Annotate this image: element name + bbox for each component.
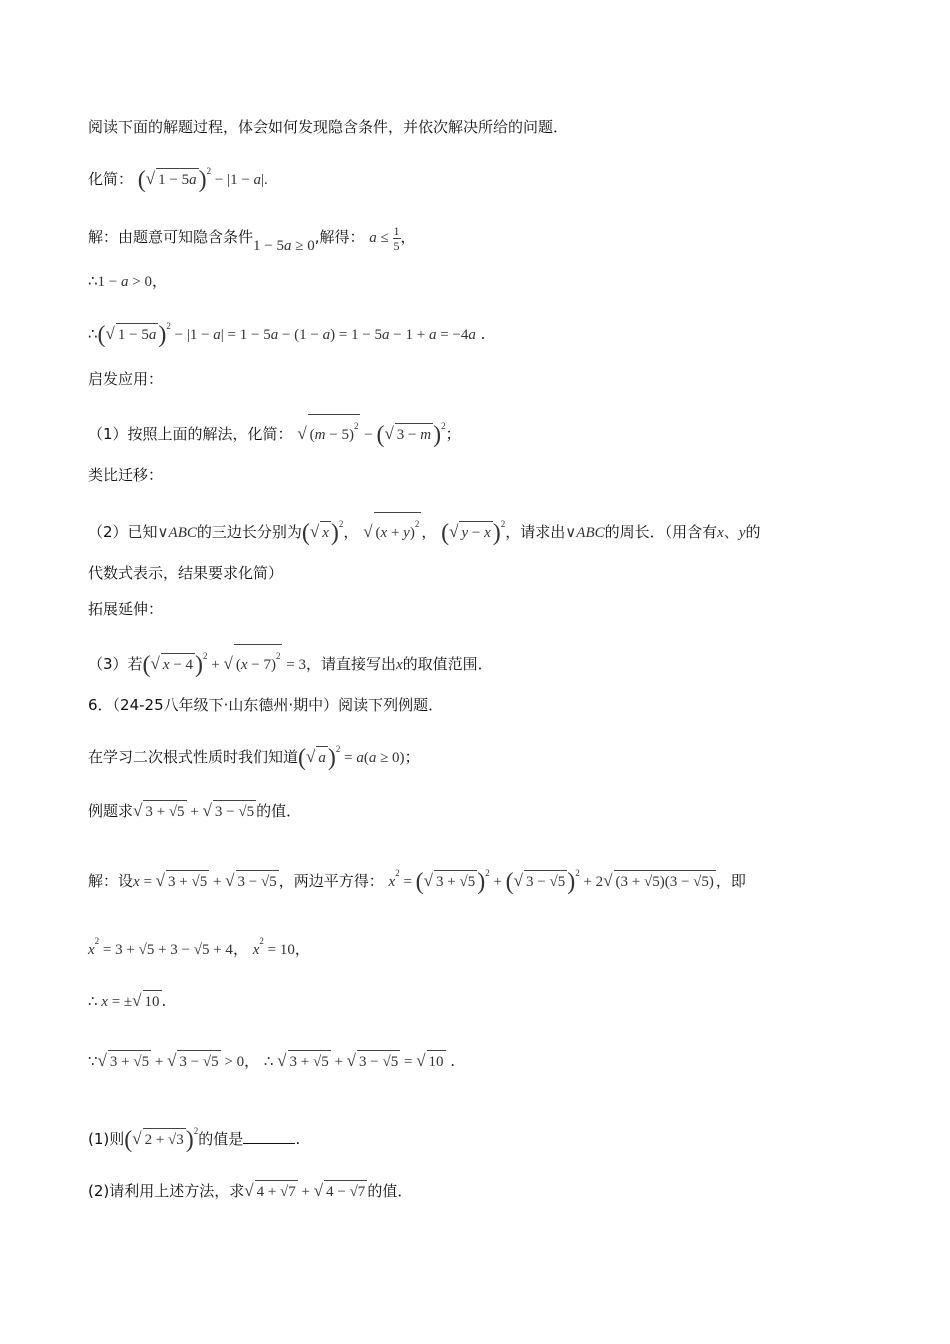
solution-prefix: 解：由题意可知隐含条件 [88, 227, 254, 246]
expr-q1: √ $(m - 5)^2$ − (√ 3 − m)$^2$ [297, 427, 445, 443]
expr-simplify: (√ 1 − 5a)$^2$ − |1 − a|. [137, 166, 268, 193]
q3-suffix: ，请直接写出 [305, 655, 396, 673]
expr-conclusion: ∴ √ 3 + √5 + √ 3 − √5 = √ 10 [264, 1054, 446, 1070]
p1-suffix: 的值是 [198, 1130, 244, 1148]
problem-source: （24-25八年级下·山东德州·期中）阅读下列例题． [112, 696, 444, 714]
expr-positive: ∵√ 3 + √5 + √ 3 − √5 > 0 [88, 1054, 244, 1070]
therefore-symbol: ∴ [88, 325, 98, 343]
conclusion-line: ∵√ 3 + √5 + √ 3 − √5 > 0， ∴ √ 3 + √5 + √ 3 − √5 = √ 10 . [88, 1050, 455, 1073]
expr-side-3: (√ y − x)$^2$ [441, 519, 506, 546]
expr-x: x [395, 657, 403, 673]
expr-x-squared-expand: $x^2 = 3 + √5 + 3 - √5 + 4$ [88, 936, 233, 958]
x-squared-line: $x^2 = 3 + √5 + 3 - √5 + 4$， $x^2 = 10$， [88, 936, 310, 958]
expr-example: √ 3 + √5 + √ 3 − √5 [133, 804, 256, 820]
question-3 [88, 644, 493, 676]
extend-heading: 拓展延伸： [88, 600, 164, 618]
expr-vars: x、y [717, 525, 746, 541]
q2-mid1: 的三边长分别为 [196, 523, 302, 541]
expr-condition: 1 − 5a ≥ 0 [253, 237, 315, 254]
therefore-symbol: ∴ [88, 272, 98, 290]
expr-side-2: √ $(x + y)^2$ [363, 525, 421, 541]
solution-line: 解：由题意可知隐含条件1 − 5a ≥ 0,解得： a ≤ $\frac{1}{5}$ ， [88, 224, 416, 254]
simplify-line [88, 160, 268, 191]
expr-x-value: ∴ x = ±√ 10 [88, 994, 162, 1010]
expr-x-squared-value: $x^2 = 10$ [252, 936, 295, 958]
sol-mid: ，两边平方得： [278, 872, 384, 890]
question-2: （2）已知∨ABC的三边长分别为(√ x)$^2$， √ $(x + y)^2$ ， (√ y − x)$^2$，请求出∨ABC的周长．（用含有x、y的 [88, 512, 761, 544]
analogy-heading: 类比迁移： [88, 466, 164, 484]
expr-x-def: x = √ 3 + √5 + √ 3 − √5 [133, 874, 279, 890]
apply-heading: 启发应用： [88, 370, 164, 388]
question-1: （1）按照上面的解法，化简： √ $(m - 5)^2$ − (√ 3 − m)$^2$； [88, 414, 461, 446]
expr-p2: √ 4 + √7 + √ 4 − √7 [244, 1184, 367, 1200]
therefore-line-1: ∴1 − a > 0， [88, 272, 167, 290]
expr-result: (√ 1 − 5a)$^2$ − |1 − a| = 1 − 5a − (1 − a) = 1 − 5a − 1 + a = −4a [97, 321, 476, 348]
problem-number: 6． [88, 696, 113, 714]
learn-line: 在学习二次根式性质时我们知道(√ a)$^2$ = a(a ≥ 0)； [88, 744, 420, 771]
q2-mid2: ，请求出 [505, 523, 566, 541]
example-line [88, 800, 301, 823]
sol-prefix: 解：设 [88, 872, 134, 890]
q3-end: 的取值范围． [402, 655, 493, 673]
expr-triangle: ∨ABC [565, 525, 605, 541]
expr-property: (√ a)$^2$ = a(a ≥ 0) [298, 744, 405, 771]
q2-prefix: （2）已知 [88, 523, 158, 541]
expr-a-range: a ≤ $\frac{1}{5}$ [369, 224, 400, 253]
q3-prefix: （3）若 [88, 655, 143, 673]
answer-blank[interactable] [243, 1129, 295, 1144]
therefore-line-2: ∴(√ 1 − 5a)$^2$ − |1 − a| = 1 − 5a − (1 − a) = 1 − 5a − 1 + a = −4a . [88, 321, 486, 348]
expr-p1: (√ 2 + √3)$^2$ [124, 1126, 199, 1153]
expr-1-a-positive: 1 − a > 0 [97, 274, 152, 290]
question-2-cont: 代数式表示，结果要求化简） [88, 564, 284, 582]
q2-mid3: 的周长．（用含有 [604, 523, 718, 541]
simplify-label: 化简： [88, 170, 134, 188]
expr-square: $x^2$ = (√ 3 + √5)$^2$ + (√ 3 − √5)$^2$ + 2√ (3 + √5)(3 − √5) [388, 868, 714, 895]
learn-text: 在学习二次根式性质时我们知道 [88, 748, 299, 766]
part-2 [88, 1180, 412, 1203]
example-prefix: 例题求 [88, 802, 134, 820]
part-1: (1)则(√ 2 + √3)$^2$的值是 . [88, 1126, 301, 1153]
x-value-line: ∴ x = ±√ 10 . [88, 990, 166, 1013]
expr-q3: (√ x − 4)$^2$ + √ $(x - 7)^2 = 3$ [143, 657, 306, 673]
expr-side-1: (√ x)$^2$ [301, 519, 344, 546]
q2-end: 的 [745, 523, 761, 541]
p1-prefix: (1)则 [88, 1130, 125, 1148]
intro-text: 阅读下面的解题过程，体会如何发现隐含条件，并依次解决所给的问题． [88, 118, 569, 136]
p2-suffix: 的值． [367, 1182, 413, 1200]
example-suffix: 的值． [256, 802, 302, 820]
solution-mid: ,解得： [314, 227, 365, 246]
problem-6-header [88, 694, 443, 716]
p2-prefix: (2)请利用上述方法，求 [88, 1182, 245, 1200]
expr-triangle: ∨ABC [157, 525, 197, 541]
q1-text: （1）按照上面的解法，化简： [88, 425, 293, 443]
sol-end: ，即 [715, 872, 746, 890]
solution-6-line [88, 862, 746, 893]
